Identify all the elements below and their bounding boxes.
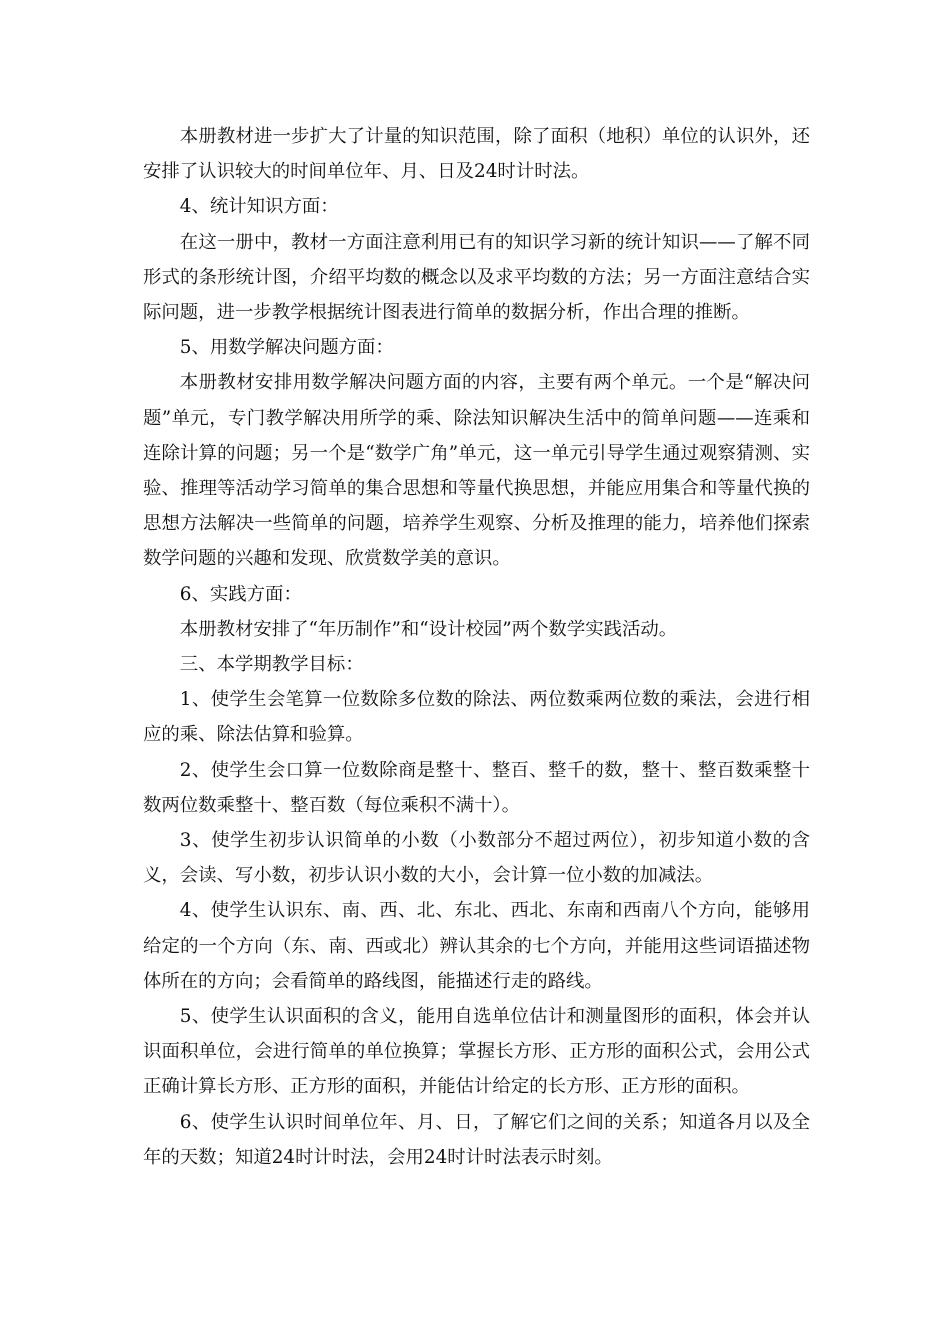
goal-item-4: 4、使学生认识东、南、西、北、东北、西北、东南和西南八个方向，能够用给定的一个方向（东、南、西或北）辨认其余的七个方向，并能用这些词语描述物体所在的方向；会看简单的路线图，能描述行走的路线。	[143, 900, 810, 992]
paragraph-statistics: 在这一册中，教材一方面注意利用已有的知识学习新的统计知识——了解不同形式的条形统计图，介绍平均数的概念以及求平均数的方法；另一方面注意结合实际问题，进一步教学根据统计图表进行简单的数据分析，作出合理的推断。	[143, 231, 810, 324]
goal-item-5: 5、使学生认识面积的含义，能用自选单位估计和测量图形的面积，体会并认识面积单位，会进行简单的单位换算；掌握长方形、正方形的面积公式，会用公式正确计算长方形、正方形的面积，并能估计给定的长方形、正方形的面积。	[143, 1006, 810, 1098]
goal-item-2: 2、使学生会口算一位数除商是整十、整百、整千的数，整十、整百数乘整十数两位数乘整十、整百数（每位乘积不满十）。	[143, 759, 810, 816]
document-body	[143, 119, 810, 1175]
goal-item-6: 6、使学生认识时间单位年、月、日，了解它们之间的关系；知道各月以及全年的天数；知道24时计时法，会用24时计时法表示时刻。	[143, 1111, 810, 1168]
goal-item-3: 3、使学生初步认识简单的小数（小数部分不超过两位），初步知道小数的含义，会读、写小数，初步认识小数的大小，会计算一位小数的加减法。	[143, 830, 810, 887]
paragraph-measurement-scope: 本册教材进一步扩大了计量的知识范围，除了面积（地积）单位的认识外，还安排了认识较大的时间单位年、月、日及24时计时法。	[143, 126, 810, 183]
heading-statistics: 4、统计知识方面：	[179, 196, 339, 218]
heading-practice: 6、实践方面：	[179, 583, 302, 605]
heading-problem-solving: 5、用数学解决问题方面：	[179, 337, 394, 359]
paragraph-problem-solving: 本册教材安排用数学解决问题方面的内容，主要有两个单元。一个是“解决问题”单元，专门教学解决用所学的乘、除法知识解决生活中的简单问题——连乘和连除计算的问题；另一个是“数学广角”单元，这一单元引导学生通过观察猜测、实验、推理等活动学习简单的集合思想和等量代换思想，并能应用集合和等量代换的思想方法解决一些简单的问题，培养学生观察、分析及推理的能力，培养他们探索数学问题的兴趣和发现、欣赏数学美的意识。	[143, 372, 810, 570]
paragraph-practice: 本册教材安排了“年历制作”和“设计校园”两个数学实践活动。	[179, 618, 678, 640]
goal-item-1: 1、使学生会笔算一位数除多位数的除法、两位数乘两位数的乘法，会进行相应的乘、除法估算和验算。	[143, 689, 810, 746]
heading-teaching-goals: 三、本学期教学目标：	[179, 654, 364, 676]
